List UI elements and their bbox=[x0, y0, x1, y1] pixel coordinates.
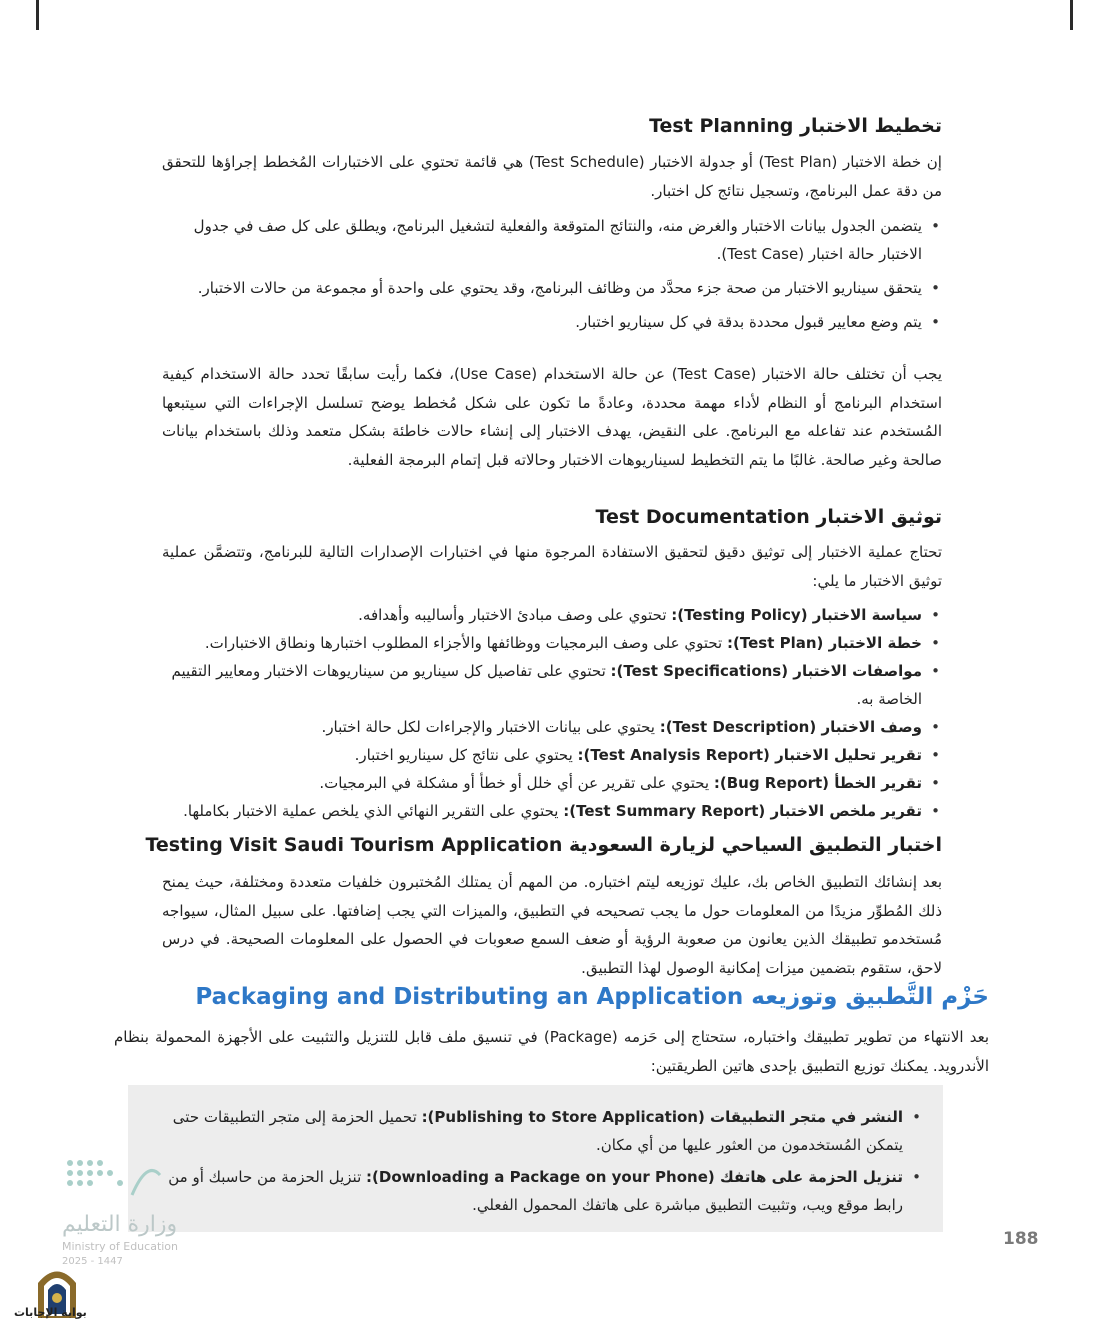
list-item bbox=[162, 713, 942, 741]
item-term: تقرير تحليل الاختبار (Test Analysis Report): bbox=[577, 746, 922, 764]
ministry-name-arabic: وزارة التعليم bbox=[62, 1212, 178, 1237]
top-border-left bbox=[36, 0, 39, 30]
section-title-testing-app: اختبار التطبيق السياحي لزيارة السعودية Testing Visit Saudi Tourism Application bbox=[145, 834, 942, 856]
item-term: مواصفات الاختبار (Test Specifications): bbox=[610, 662, 922, 680]
item-desc: يحتوي على بيانات الاختبار والإجراءات لكل حالة اختبار. bbox=[321, 718, 660, 736]
section-title-packaging: حَزْم التَّطبيق وتوزيعه Packaging and Distributing an Application bbox=[195, 984, 989, 1010]
test-planning-bullets bbox=[162, 212, 942, 336]
distribution-options bbox=[153, 1103, 923, 1219]
section-title-test-planning: تخطيط الاختبار Test Planning bbox=[649, 115, 942, 137]
test-case-paragraph: يجب أن تختلف حالة الاختبار (Test Case) عن حالة الاستخدام (Use Case)، فكما رأيت سابقًا تحدد حالة الاستخدام كيفية استخدام البرنامج أو النظام لأداء مهمة محددة، وعادةً ما تكون على شكل مُخطط يوضح تسلسل الإجراءات التي سيتبعها المُستخدم عند تفاعله مع البرنامج. على النقيض، يهدف الاختبار إلى إنشاء حالات خاطئة بشكل متعمد وذلك باستخدام بيانات صالحة وغير صالحة. غالبًا ما يتم التخطيط لسيناريوهات الاختبار وحالاته قبل إتمام البرمجة الفعلية. bbox=[162, 365, 943, 469]
site-label: بوابة الإجابات bbox=[14, 1306, 87, 1319]
item-desc: تنزيل الحزمة من حاسبك أو من رابط موقع ويب، وتثبيت التطبيق مباشرة على هاتفك المحمول الفعلي. bbox=[168, 1168, 903, 1214]
item-desc: تحميل الحزمة إلى متجر التطبيقات حتى يتمكن المُستخدمون من العثور عليها من أي مكان. bbox=[172, 1108, 903, 1154]
item-term: سياسة الاختبار (Testing Policy): bbox=[671, 606, 922, 624]
ministry-year: 2025 - 1447 bbox=[62, 1256, 123, 1267]
list-item: • يتضمن الجدول بيانات الاختبار والغرض منه، والنتائج المتوقعة والفعلية لتشغيل البرنامج، ويطلق على كل صف في جدول الاختبار حالة اختبار (Test Case). bbox=[162, 212, 942, 268]
ministry-logo-icon bbox=[62, 1155, 162, 1200]
list-item bbox=[162, 769, 942, 797]
item-desc: يحتوي على التقرير النهائي الذي يلخص عملية الاختبار بكاملها. bbox=[183, 802, 564, 820]
ministry-name-english: Ministry of Education bbox=[62, 1240, 179, 1253]
item-term: النشر في متجر التطبيقات (Publishing to Store Application): bbox=[421, 1108, 903, 1126]
list-item bbox=[162, 657, 942, 713]
section-title-test-documentation: توثيق الاختبار Test Documentation bbox=[595, 506, 942, 528]
item-term: تنزيل الحزمة على هاتفك (Downloading a Package on your Phone): bbox=[366, 1168, 903, 1186]
item-desc: تحتوي على تفاصيل كل سيناريو من سيناريوهات الاختبار ومعايير التقييم الخاصة به. bbox=[171, 662, 922, 708]
list-item bbox=[153, 1103, 923, 1159]
list-item: • يتم وضع معايير قبول محددة بدقة في كل سيناريو اختبار. bbox=[162, 308, 942, 336]
page-number: 188 bbox=[1003, 1229, 1039, 1249]
list-item: • يتحقق سيناريو الاختبار من صحة جزء محدَّد من وظائف البرنامج، وقد يحتوي على واحدة أو مجموعة من حالات الاختبار. bbox=[162, 274, 942, 302]
item-term: تقرير ملخص الاختبار (Test Summary Report): bbox=[563, 802, 922, 820]
item-term: وصف الاختبار (Test Description): bbox=[659, 718, 922, 736]
test-documentation-intro: تحتاج عملية الاختبار إلى توثيق دقيق لتحقيق الاستفادة المرجوة منها في اختبارات الإصدارات التالية للبرنامج، وتتضمَّن عملية توثيق الاختبار ما يلي: bbox=[162, 543, 942, 590]
packaging-paragraph: بعد الانتهاء من تطوير تطبيقك واختباره، ستحتاج إلى حَزمه (Package) في تنسيق ملف قابل للتنزيل والتثبيت على الأجهزة المحمولة بنظام الأندرويد. يمكنك توزيع التطبيق بإحدى هاتين الطريقتين: bbox=[114, 1028, 990, 1075]
list-item bbox=[162, 741, 942, 769]
test-planning-intro: إن خطة الاختبار (Test Plan) أو جدولة الاختبار (Test Schedule) هي قائمة تحتوي على الاختبارات المُخطط إجراؤها للتحقق من دقة عمل البرنامج، وتسجيل نتائج كل اختبار. bbox=[162, 153, 942, 200]
item-desc: يحتوي على نتائج كل سيناريو اختبار. bbox=[354, 746, 578, 764]
list-item bbox=[153, 1163, 923, 1219]
list-item bbox=[162, 797, 942, 825]
item-term: تقرير الخطأ (Bug Report): bbox=[713, 774, 922, 792]
test-documentation-list bbox=[162, 601, 942, 825]
testing-app-paragraph: بعد إنشائك التطبيق الخاص بك، عليك توزيعه ليتم اختباره. من المهم أن يمتلك المُختبرون خلفيات متعددة ومختلفة، حيث يمنح ذلك المُطوِّر مزيدًا من المعلومات حول ما يجب تصحيحه في التطبيق، والميزات التي يجب إضافتها. على سبيل المثال، سيواجه مُستخدمو تطبيقك الذين يعانون من صعوبة الرؤية أو ضعف السمع صعوبات في الحصول على المعلومات الصحيحة. في درس لاحق، ستقوم بتضمين ميزات إمكانية الوصول لهذا التطبيق. bbox=[162, 873, 942, 977]
list-item bbox=[162, 601, 942, 629]
item-desc: تحتوي على وصف مبادئ الاختبار وأساليبه وأهدافه. bbox=[358, 606, 672, 624]
item-desc: تحتوي على وصف البرمجيات ووظائفها والأجزاء المطلوب اختبارها ونطاق الاختبارات. bbox=[204, 634, 727, 652]
list-item bbox=[162, 629, 942, 657]
top-border-right bbox=[1070, 0, 1073, 30]
item-term: خطة الاختبار (Test Plan): bbox=[727, 634, 922, 652]
distribution-options-box bbox=[128, 1085, 943, 1232]
item-desc: يحتوي على تقرير عن أي خلل أو خطأ أو مشكلة في البرمجيات. bbox=[319, 774, 714, 792]
